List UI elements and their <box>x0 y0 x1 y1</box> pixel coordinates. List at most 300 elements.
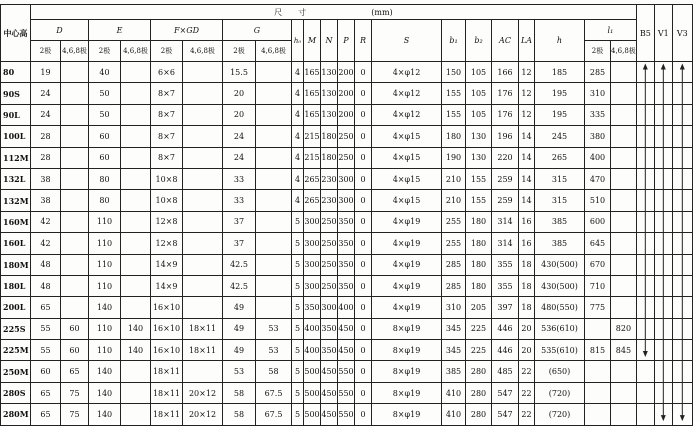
unit-label: (mm) <box>371 7 393 17</box>
cell-d4 <box>61 297 89 318</box>
cell-g4 <box>256 211 292 232</box>
cell-AC: 547 <box>492 382 519 403</box>
cell-f4 <box>183 275 223 296</box>
cell-R: 0 <box>355 233 372 254</box>
cell-b1: 255 <box>442 233 466 254</box>
table-row <box>1 62 693 83</box>
cell-b1: 310 <box>442 297 466 318</box>
cell-R: 0 <box>355 83 372 104</box>
cell-N: 130 <box>321 83 338 104</box>
cell-N: 300 <box>321 297 338 318</box>
cell-l2: 645 <box>585 233 611 254</box>
cell-d2: 65 <box>31 404 61 425</box>
pole2-l1: 2极 <box>585 41 611 62</box>
cell-l2: 380 <box>585 126 611 147</box>
cell-l2 <box>585 361 611 382</box>
cell-S: 4×φ19 <box>372 254 442 275</box>
cell-b5 <box>636 254 654 275</box>
cell-f2: 12×8 <box>151 233 183 254</box>
cell-b2: 280 <box>466 361 492 382</box>
cell-P: 200 <box>338 62 355 83</box>
b5-label: B5 <box>639 28 651 38</box>
cell-N: 250 <box>321 233 338 254</box>
cell-g4 <box>256 147 292 168</box>
col-b1: b₁ <box>442 20 466 62</box>
cell-g2: 33 <box>223 190 256 211</box>
cell-LA: 12 <box>519 104 535 125</box>
cell-e4 <box>121 382 151 403</box>
cell-l2: 600 <box>585 211 611 232</box>
cell-N: 450 <box>321 361 338 382</box>
cell-N: 130 <box>321 104 338 125</box>
cell-d2: 38 <box>31 190 61 211</box>
cell-v1 <box>654 340 672 361</box>
cell-P: 300 <box>338 190 355 211</box>
cell-b5 <box>636 62 654 83</box>
cell-d2: 24 <box>31 83 61 104</box>
cell-M: 350 <box>304 297 321 318</box>
dimension-table <box>0 4 693 426</box>
cell-g2: 53 <box>223 361 256 382</box>
cell-M: 300 <box>304 233 321 254</box>
cell-e4 <box>121 297 151 318</box>
cell-b5 <box>636 83 654 104</box>
cell-N: 450 <box>321 404 338 425</box>
cell-d4: 60 <box>61 318 89 339</box>
cell-h: 385 <box>535 211 585 232</box>
cell-h: 535(610) <box>535 340 585 361</box>
cell-g4 <box>256 104 292 125</box>
cell-f4 <box>183 361 223 382</box>
cell-e4 <box>121 275 151 296</box>
cell-f4 <box>183 168 223 189</box>
cell-LA: 16 <box>519 211 535 232</box>
cell-b2: 225 <box>466 340 492 361</box>
cell-b5 <box>636 340 654 361</box>
cell-v3 <box>672 404 692 425</box>
cell-R: 0 <box>355 190 372 211</box>
cell-d4 <box>61 254 89 275</box>
cell-g4: 67.5 <box>256 404 292 425</box>
cell-e2: 110 <box>89 275 121 296</box>
cell-M: 215 <box>304 147 321 168</box>
cell-AC: 355 <box>492 254 519 275</box>
table-row <box>1 404 693 425</box>
cell-f4 <box>183 126 223 147</box>
cell-e4 <box>121 62 151 83</box>
cell-LA: 12 <box>519 62 535 83</box>
col-h: h <box>535 20 585 62</box>
cell-v1 <box>654 233 672 254</box>
cell-M: 265 <box>304 168 321 189</box>
cell-g2: 20 <box>223 104 256 125</box>
cell-AC: 220 <box>492 147 519 168</box>
cell-e2: 60 <box>89 147 121 168</box>
cell-v3 <box>672 104 692 125</box>
cell-d2: 48 <box>31 254 61 275</box>
cell-v3 <box>672 147 692 168</box>
cell-l4 <box>611 168 637 189</box>
cell-e2: 110 <box>89 233 121 254</box>
cell-b1: 385 <box>442 361 466 382</box>
table-row <box>1 104 693 125</box>
cell-l4 <box>611 62 637 83</box>
v3-label: V3 <box>676 28 688 38</box>
cell-l4 <box>611 404 637 425</box>
cell-e2: 140 <box>89 404 121 425</box>
cell-v3 <box>672 318 692 339</box>
cell-l4 <box>611 104 637 125</box>
cell-M: 300 <box>304 275 321 296</box>
cell-f2: 10×8 <box>151 190 183 211</box>
cell-frame: 132L <box>1 168 31 189</box>
cell-v3 <box>672 254 692 275</box>
cell-P: 350 <box>338 275 355 296</box>
cell-d2: 19 <box>31 62 61 83</box>
cell-AC: 446 <box>492 318 519 339</box>
cell-S: 4×φ15 <box>372 168 442 189</box>
cell-e4 <box>121 147 151 168</box>
table-row <box>1 254 693 275</box>
cell-b1: 180 <box>442 126 466 147</box>
cell-R: 0 <box>355 104 372 125</box>
cell-LA: 18 <box>519 275 535 296</box>
cell-v3 <box>672 168 692 189</box>
cell-g4 <box>256 275 292 296</box>
cell-P: 200 <box>338 104 355 125</box>
cell-g2: 33 <box>223 168 256 189</box>
cell-P: 550 <box>338 382 355 403</box>
cell-N: 350 <box>321 340 338 361</box>
cell-f2: 16×10 <box>151 318 183 339</box>
cell-LA: 18 <box>519 254 535 275</box>
cell-AC: 355 <box>492 275 519 296</box>
cell-S: 8×φ19 <box>372 361 442 382</box>
cell-v3 <box>672 190 692 211</box>
cell-l4 <box>611 233 637 254</box>
cell-g2: 49 <box>223 318 256 339</box>
cell-h0: 5 <box>292 211 304 232</box>
cell-l2: 400 <box>585 147 611 168</box>
table-row <box>1 340 693 361</box>
cell-d4 <box>61 233 89 254</box>
cell-frame: 180M <box>1 254 31 275</box>
cell-P: 250 <box>338 126 355 147</box>
cell-h: 315 <box>535 168 585 189</box>
cell-d2: 55 <box>31 340 61 361</box>
cell-d4 <box>61 83 89 104</box>
cell-AC: 196 <box>492 126 519 147</box>
cell-h: 245 <box>535 126 585 147</box>
col-AC: AC <box>492 20 519 62</box>
cell-f4 <box>183 62 223 83</box>
cell-b2: 130 <box>466 126 492 147</box>
cell-e2: 110 <box>89 254 121 275</box>
col-R: R <box>355 20 372 62</box>
cell-d2: 65 <box>31 382 61 403</box>
cell-LA: 14 <box>519 168 535 189</box>
frame-size-header: 中心高 <box>1 5 31 62</box>
cell-frame: 112M <box>1 147 31 168</box>
cell-P: 300 <box>338 168 355 189</box>
cell-l2: 470 <box>585 168 611 189</box>
pole2-G: 2极 <box>223 41 256 62</box>
cell-g2: 24 <box>223 126 256 147</box>
cell-v3 <box>672 211 692 232</box>
cell-M: 215 <box>304 126 321 147</box>
cell-h: 536(610) <box>535 318 585 339</box>
cell-h0: 5 <box>292 404 304 425</box>
cell-d4 <box>61 275 89 296</box>
cell-N: 450 <box>321 382 338 403</box>
cell-g4: 53 <box>256 340 292 361</box>
cell-l4 <box>611 190 637 211</box>
cell-f4: 20×12 <box>183 404 223 425</box>
cell-AC: 259 <box>492 168 519 189</box>
cell-h0: 5 <box>292 318 304 339</box>
table-row <box>1 83 693 104</box>
cell-h0: 4 <box>292 168 304 189</box>
cell-P: 400 <box>338 297 355 318</box>
cell-b5 <box>636 404 654 425</box>
cell-S: 4×φ12 <box>372 104 442 125</box>
cell-d2: 60 <box>31 361 61 382</box>
cell-h: 385 <box>535 233 585 254</box>
cell-P: 350 <box>338 233 355 254</box>
cell-frame: 100L <box>1 126 31 147</box>
cell-d4: 65 <box>61 361 89 382</box>
table-row <box>1 211 693 232</box>
cell-v1 <box>654 382 672 403</box>
cell-R: 0 <box>355 361 372 382</box>
pole2-E: 2极 <box>89 41 121 62</box>
cell-v3 <box>672 382 692 403</box>
cell-M: 500 <box>304 361 321 382</box>
cell-b5 <box>636 361 654 382</box>
cell-b2: 180 <box>466 233 492 254</box>
cell-f2: 18×11 <box>151 382 183 403</box>
cell-d2: 42 <box>31 211 61 232</box>
cell-M: 500 <box>304 382 321 403</box>
cell-b2: 225 <box>466 318 492 339</box>
table-row <box>1 233 693 254</box>
cell-g4 <box>256 62 292 83</box>
cell-f2: 8×7 <box>151 83 183 104</box>
cell-v1 <box>654 318 672 339</box>
cell-b1: 285 <box>442 254 466 275</box>
cell-e4 <box>121 361 151 382</box>
cell-v1 <box>654 126 672 147</box>
cell-b2: 130 <box>466 147 492 168</box>
cell-d2: 42 <box>31 233 61 254</box>
cell-f2: 10×8 <box>151 168 183 189</box>
cell-l2: 815 <box>585 340 611 361</box>
cell-S: 4×φ15 <box>372 190 442 211</box>
cell-P: 350 <box>338 211 355 232</box>
cell-h0: 5 <box>292 275 304 296</box>
cell-b1: 155 <box>442 83 466 104</box>
cell-d2: 28 <box>31 147 61 168</box>
cell-g2: 42.5 <box>223 275 256 296</box>
cell-LA: 22 <box>519 404 535 425</box>
cell-b1: 190 <box>442 147 466 168</box>
b5-header <box>636 5 654 62</box>
cell-l2: 285 <box>585 62 611 83</box>
cell-l2: 670 <box>585 254 611 275</box>
cell-S: 8×φ19 <box>372 318 442 339</box>
cell-e4 <box>121 168 151 189</box>
cell-P: 350 <box>338 254 355 275</box>
cell-d2: 65 <box>31 297 61 318</box>
pole2-F: 2极 <box>151 41 183 62</box>
cell-e4 <box>121 190 151 211</box>
col-G: G <box>223 20 292 41</box>
pole468-D: 4,6,8极 <box>61 41 89 62</box>
cell-v1 <box>654 297 672 318</box>
col-S: S <box>372 20 442 62</box>
cell-e2: 140 <box>89 382 121 403</box>
cell-AC: 547 <box>492 404 519 425</box>
cell-v1 <box>654 83 672 104</box>
cell-LA: 14 <box>519 147 535 168</box>
cell-l2: 775 <box>585 297 611 318</box>
cell-P: 550 <box>338 404 355 425</box>
cell-h0: 4 <box>292 147 304 168</box>
cell-frame: 132M <box>1 190 31 211</box>
cell-e2: 40 <box>89 62 121 83</box>
cell-f4 <box>183 190 223 211</box>
cell-d4 <box>61 168 89 189</box>
cell-frame: 80 <box>1 62 31 83</box>
cell-LA: 22 <box>519 382 535 403</box>
cell-N: 180 <box>321 126 338 147</box>
cell-f4: 18×11 <box>183 318 223 339</box>
table-row <box>1 126 693 147</box>
cell-v3 <box>672 361 692 382</box>
cell-f2: 8×7 <box>151 126 183 147</box>
cell-b5 <box>636 275 654 296</box>
cell-l4 <box>611 297 637 318</box>
cell-f2: 8×7 <box>151 147 183 168</box>
cell-g4: 67.5 <box>256 382 292 403</box>
cell-b1: 345 <box>442 318 466 339</box>
cell-e2: 110 <box>89 318 121 339</box>
cell-AC: 446 <box>492 340 519 361</box>
cell-M: 400 <box>304 340 321 361</box>
cell-R: 0 <box>355 297 372 318</box>
cell-l4 <box>611 382 637 403</box>
cell-g4 <box>256 233 292 254</box>
cell-b1: 285 <box>442 275 466 296</box>
cell-e4 <box>121 404 151 425</box>
col-N: N <box>321 20 338 62</box>
cell-g2: 24 <box>223 147 256 168</box>
cell-b2: 205 <box>466 297 492 318</box>
cell-S: 4×φ12 <box>372 83 442 104</box>
cell-v1 <box>654 361 672 382</box>
cell-v3 <box>672 126 692 147</box>
cell-v3 <box>672 62 692 83</box>
cell-e2: 140 <box>89 297 121 318</box>
cell-e2: 60 <box>89 126 121 147</box>
table-row <box>1 275 693 296</box>
cell-b1: 210 <box>442 168 466 189</box>
cell-frame: 250M <box>1 361 31 382</box>
cell-d4 <box>61 211 89 232</box>
cell-h: 315 <box>535 190 585 211</box>
cell-LA: 14 <box>519 126 535 147</box>
cell-e4 <box>121 126 151 147</box>
cell-d4 <box>61 147 89 168</box>
cell-h: (720) <box>535 382 585 403</box>
cell-h0: 4 <box>292 126 304 147</box>
cell-l2: 510 <box>585 190 611 211</box>
cell-g2: 37 <box>223 211 256 232</box>
cell-P: 450 <box>338 318 355 339</box>
cell-g4 <box>256 168 292 189</box>
cell-e4 <box>121 83 151 104</box>
pole468-G: 4,6,8极 <box>256 41 292 62</box>
cell-R: 0 <box>355 318 372 339</box>
cell-d2: 24 <box>31 104 61 125</box>
cell-f4: 20×12 <box>183 382 223 403</box>
cell-f2: 12×8 <box>151 211 183 232</box>
cell-l2: 335 <box>585 104 611 125</box>
col-h0: h₀ <box>292 20 304 62</box>
cell-d4 <box>61 190 89 211</box>
cell-f2: 14×9 <box>151 275 183 296</box>
cell-l4 <box>611 147 637 168</box>
cell-v1 <box>654 168 672 189</box>
cell-h: 195 <box>535 104 585 125</box>
cell-S: 8×φ19 <box>372 382 442 403</box>
cell-AC: 397 <box>492 297 519 318</box>
cell-R: 0 <box>355 62 372 83</box>
cell-R: 0 <box>355 340 372 361</box>
cell-g4: 58 <box>256 361 292 382</box>
cell-LA: 20 <box>519 318 535 339</box>
cell-S: 8×φ19 <box>372 404 442 425</box>
cell-b1: 410 <box>442 404 466 425</box>
cell-S: 8×φ19 <box>372 340 442 361</box>
cell-v1 <box>654 190 672 211</box>
cell-AC: 176 <box>492 83 519 104</box>
cell-M: 165 <box>304 62 321 83</box>
cell-b1: 345 <box>442 340 466 361</box>
col-LA: LA <box>519 20 535 62</box>
cell-e2: 110 <box>89 340 121 361</box>
cell-v1 <box>654 254 672 275</box>
cell-e2: 50 <box>89 104 121 125</box>
cell-v3 <box>672 340 692 361</box>
cell-e4 <box>121 211 151 232</box>
cell-N: 230 <box>321 190 338 211</box>
cell-f4 <box>183 147 223 168</box>
cell-R: 0 <box>355 126 372 147</box>
cell-g4 <box>256 297 292 318</box>
col-E: E <box>89 20 151 41</box>
cell-d2: 48 <box>31 275 61 296</box>
col-l1: l₁ <box>585 20 637 41</box>
cell-frame: 225M <box>1 340 31 361</box>
cell-b5 <box>636 126 654 147</box>
header-row-2 <box>1 20 693 41</box>
cell-frame: 225S <box>1 318 31 339</box>
pole468-l1: 4,6,8极 <box>611 41 637 62</box>
cell-N: 250 <box>321 211 338 232</box>
cell-g4 <box>256 83 292 104</box>
cell-M: 400 <box>304 318 321 339</box>
